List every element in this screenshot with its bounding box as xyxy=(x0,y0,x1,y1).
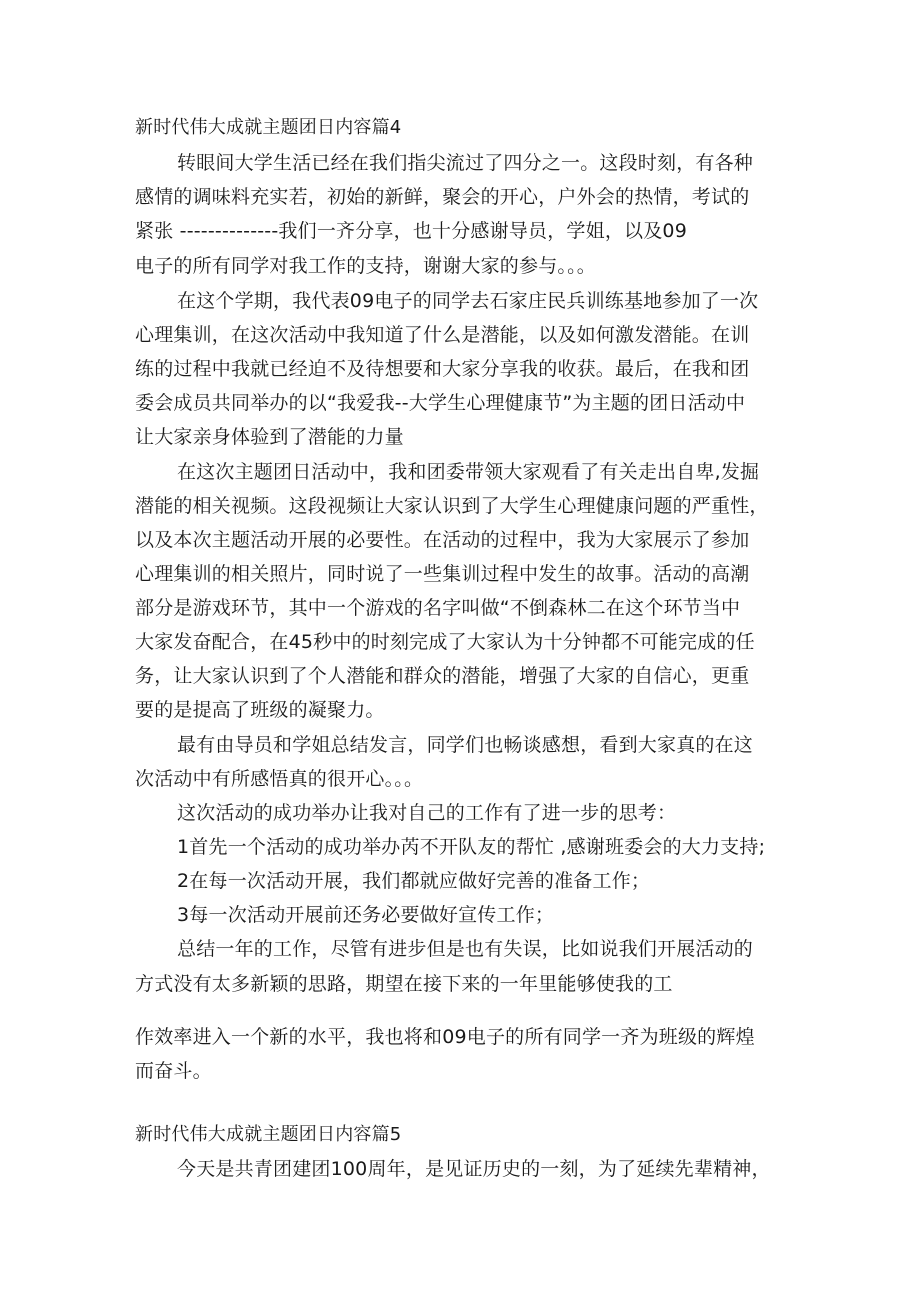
paragraph-line: 次活动中有所感悟真的很开心。。。 xyxy=(135,768,424,790)
paragraph-line: 而奋斗。 xyxy=(135,1060,212,1082)
paragraph-line: 在这个学期，我代表09电子的同学去石家庄民兵训练基地参加了一次 xyxy=(177,290,759,312)
paragraph-line: 委会成员共同举办的以“我爱我--大学生心理健康节”为主题的团日活动中 xyxy=(135,392,746,414)
paragraph-line: 这次活动的成功举办让我对自己的工作有了进一步的思考： xyxy=(177,802,677,824)
paragraph-line: 紧张 --------------我们一齐分享，也十分感谢导员，学姐，以及09 xyxy=(135,220,688,242)
paragraph-line: 心理集训，在这次活动中我知道了什么是潜能，以及如何激发潜能。在训 xyxy=(135,324,750,346)
list-item: 1首先一个活动的成功举办芮不开队友的帮忙 ,感谢班委会的大力支持; xyxy=(177,836,766,858)
section-4-heading: 新时代伟大成就主题团日内容篇4 xyxy=(135,117,402,138)
paragraph-line: 心理集训的相关照片，同时说了一些集训过程中发生的故事。活动的高潮 xyxy=(135,563,750,585)
paragraph-line: 务，让大家认识到了个人潜能和群众的潜能，增强了大家的自信心，更重 xyxy=(135,665,750,687)
paragraph-line: 大家发奋配合，在45秒中的时刻完成了大家认为十分钟都不可能完成的任 xyxy=(135,631,755,653)
paragraph-line: 转眼间大学生活已经在我们指尖流过了四分之一。这段时刻，有各种 xyxy=(177,152,754,174)
paragraph-line: 以及本次主题活动开展的必要性。在活动的过程中，我为大家展示了参加 xyxy=(135,529,750,551)
paragraph-line: 总结一年的工作，尽管有进步但是也有失误，比如说我们开展活动的 xyxy=(177,938,754,960)
section-5-heading: 新时代伟大成就主题团日内容篇5 xyxy=(135,1124,402,1145)
paragraph-line: 让大家亲身体验到了潜能的力量 xyxy=(135,426,404,448)
paragraph-line: 今天是共青团建团100周年，是见证历史的一刻，为了延续先辈精神， xyxy=(177,1158,771,1180)
paragraph-line: 潜能的相关视频。这段视频让大家认识到了大学生心理健康问题的严重性， xyxy=(135,495,769,517)
paragraph-line: 最有由导员和学姐总结发言，同学们也畅谈感想，看到大家真的在这 xyxy=(177,734,754,756)
paragraph-line: 练的过程中我就已经迫不及待想要和大家分享我的收获。最后，在我和团 xyxy=(135,358,750,380)
paragraph-line: 感情的调味料充实若，初始的新鲜，聚会的开心，户外会的热情，考试的 xyxy=(135,186,750,208)
paragraph-line: 电子的所有同学对我工作的支持，谢谢大家的参与。。。 xyxy=(135,255,597,277)
list-item: 2在每一次活动开展，我们都就应做好完善的准备工作； xyxy=(177,870,651,892)
paragraph-line: 部分是游戏环节，其中一个游戏的名字叫做“不倒森林二在这个环节当中 xyxy=(135,597,741,619)
paragraph-line: 要的是提高了班级的凝聚力。 xyxy=(135,699,385,721)
paragraph-line: 作效率进入一个新的水平，我也将和09电子的所有同学一齐为班级的辉煌 xyxy=(135,1026,755,1048)
paragraph-line: 方式没有太多新颖的思路，期望在接下来的一年里能够使我的工 xyxy=(135,973,673,995)
paragraph-line: 在这次主题团日活动中，我和团委带领大家观看了有关走出自卑,发掘 xyxy=(177,461,760,483)
list-item: 3每一次活动开展前还务必要做好宣传工作； xyxy=(177,904,555,926)
